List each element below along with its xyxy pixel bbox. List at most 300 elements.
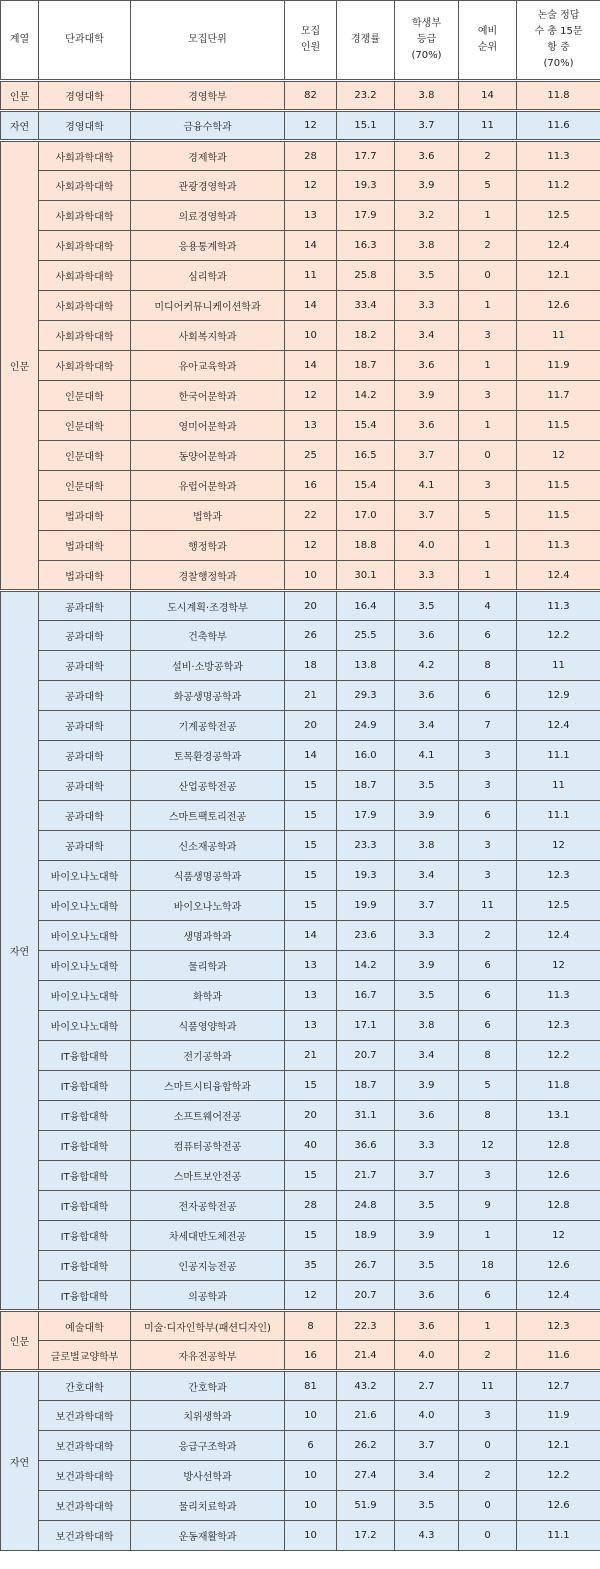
- reserve-cell: 0: [459, 1491, 517, 1521]
- essay-cell: 12.6: [517, 291, 600, 321]
- essay-cell: 12.2: [517, 1041, 600, 1071]
- quota-cell: 12: [285, 531, 337, 561]
- unit-cell: 전기공학과: [131, 1041, 285, 1071]
- unit-cell: 방사선학과: [131, 1461, 285, 1491]
- essay-cell: 12.2: [517, 621, 600, 651]
- college-cell: 경영대학: [39, 81, 131, 111]
- essay-cell: 11.3: [517, 591, 600, 621]
- rate-cell: 15.1: [337, 111, 395, 141]
- grade-cell: 3.6: [395, 141, 459, 171]
- header-track: 계열: [1, 1, 39, 81]
- rate-cell: 17.0: [337, 501, 395, 531]
- reserve-cell: 12: [459, 1131, 517, 1161]
- table-row: [1, 1281, 600, 1311]
- unit-cell: 동양어문학과: [131, 441, 285, 471]
- reserve-cell: 5: [459, 501, 517, 531]
- reserve-cell: 3: [459, 471, 517, 501]
- header-college: 단과대학: [39, 1, 131, 81]
- rate-cell: 27.4: [337, 1461, 395, 1491]
- essay-cell: 11.1: [517, 1521, 600, 1551]
- unit-cell: 토목환경공학과: [131, 741, 285, 771]
- table-row: [1, 1041, 600, 1071]
- essay-cell: 12.8: [517, 1191, 600, 1221]
- grade-cell: 4.0: [395, 531, 459, 561]
- table-row: [1, 1101, 600, 1131]
- reserve-cell: 0: [459, 1431, 517, 1461]
- unit-cell: 금융수학과: [131, 111, 285, 141]
- quota-cell: 10: [285, 1521, 337, 1551]
- grade-cell: 3.5: [395, 591, 459, 621]
- grade-cell: 3.7: [395, 441, 459, 471]
- quota-cell: 13: [285, 411, 337, 441]
- header-quota: 모집 인원: [285, 1, 337, 81]
- rate-cell: 22.3: [337, 1311, 395, 1341]
- grade-cell: 3.3: [395, 1131, 459, 1161]
- college-cell: 공과대학: [39, 831, 131, 861]
- rate-cell: 18.8: [337, 531, 395, 561]
- rate-cell: 18.7: [337, 771, 395, 801]
- unit-cell: 관광경영학과: [131, 171, 285, 201]
- quota-cell: 18: [285, 651, 337, 681]
- essay-cell: 11.1: [517, 801, 600, 831]
- unit-cell: 소프트웨어전공: [131, 1101, 285, 1131]
- reserve-cell: 3: [459, 1161, 517, 1191]
- quota-cell: 28: [285, 141, 337, 171]
- essay-cell: 11.5: [517, 411, 600, 441]
- rate-cell: 23.3: [337, 831, 395, 861]
- rate-cell: 51.9: [337, 1491, 395, 1521]
- header-grade: 학생부 등급 (70%): [395, 1, 459, 81]
- unit-cell: 인공지능전공: [131, 1251, 285, 1281]
- rate-cell: 31.1: [337, 1101, 395, 1131]
- grade-cell: 3.6: [395, 1101, 459, 1131]
- quota-cell: 10: [285, 561, 337, 591]
- reserve-cell: 6: [459, 1011, 517, 1041]
- quota-cell: 16: [285, 471, 337, 501]
- essay-cell: 11.9: [517, 1401, 600, 1431]
- rate-cell: 33.4: [337, 291, 395, 321]
- quota-cell: 15: [285, 891, 337, 921]
- quota-cell: 11: [285, 261, 337, 291]
- quota-cell: 12: [285, 381, 337, 411]
- college-cell: IT융합대학: [39, 1251, 131, 1281]
- quota-cell: 81: [285, 1371, 337, 1401]
- reserve-cell: 11: [459, 891, 517, 921]
- quota-cell: 15: [285, 861, 337, 891]
- college-cell: 법과대학: [39, 501, 131, 531]
- unit-cell: 유아교육학과: [131, 351, 285, 381]
- grade-cell: 3.3: [395, 291, 459, 321]
- college-cell: 사회과학대학: [39, 351, 131, 381]
- reserve-cell: 1: [459, 531, 517, 561]
- essay-cell: 11.3: [517, 531, 600, 561]
- grade-cell: 3.9: [395, 951, 459, 981]
- table-row: [1, 561, 600, 591]
- reserve-cell: 3: [459, 321, 517, 351]
- rate-cell: 17.9: [337, 801, 395, 831]
- college-cell: 보건과학대학: [39, 1491, 131, 1521]
- reserve-cell: 1: [459, 291, 517, 321]
- quota-cell: 26: [285, 621, 337, 651]
- quota-cell: 20: [285, 591, 337, 621]
- unit-cell: 차세대반도체전공: [131, 1221, 285, 1251]
- unit-cell: 스마트보안전공: [131, 1161, 285, 1191]
- essay-cell: 12.2: [517, 1461, 600, 1491]
- unit-cell: 식품생명공학과: [131, 861, 285, 891]
- college-cell: 사회과학대학: [39, 291, 131, 321]
- essay-cell: 12.4: [517, 561, 600, 591]
- grade-cell: 3.6: [395, 621, 459, 651]
- rate-cell: 17.9: [337, 201, 395, 231]
- table-row: [1, 1311, 600, 1341]
- unit-cell: 의공학과: [131, 1281, 285, 1311]
- grade-cell: 3.5: [395, 771, 459, 801]
- rate-cell: 19.3: [337, 861, 395, 891]
- rate-cell: 16.0: [337, 741, 395, 771]
- reserve-cell: 3: [459, 831, 517, 861]
- college-cell: IT융합대학: [39, 1101, 131, 1131]
- grade-cell: 3.6: [395, 1311, 459, 1341]
- college-cell: IT융합대학: [39, 1041, 131, 1071]
- essay-cell: 12: [517, 831, 600, 861]
- unit-cell: 미술·디자인학부(패션디자인): [131, 1311, 285, 1341]
- reserve-cell: 1: [459, 561, 517, 591]
- reserve-cell: 9: [459, 1191, 517, 1221]
- grade-cell: 3.5: [395, 981, 459, 1011]
- college-cell: 바이오나노대학: [39, 891, 131, 921]
- rate-cell: 17.2: [337, 1521, 395, 1551]
- quota-cell: 21: [285, 1041, 337, 1071]
- track-cell: 인문: [1, 81, 39, 111]
- grade-cell: 3.9: [395, 1071, 459, 1101]
- college-cell: IT융합대학: [39, 1281, 131, 1311]
- essay-cell: 11.3: [517, 141, 600, 171]
- track-cell: 자연: [1, 1371, 39, 1551]
- table-row: [1, 861, 600, 891]
- reserve-cell: 8: [459, 1101, 517, 1131]
- quota-cell: 82: [285, 81, 337, 111]
- unit-cell: 화공생명공학과: [131, 681, 285, 711]
- rate-cell: 14.2: [337, 381, 395, 411]
- track-cell: 자연: [1, 591, 39, 1311]
- grade-cell: 3.6: [395, 351, 459, 381]
- essay-cell: 11.2: [517, 171, 600, 201]
- table-row: [1, 1221, 600, 1251]
- essay-cell: 11.3: [517, 981, 600, 1011]
- grade-cell: 2.7: [395, 1371, 459, 1401]
- unit-cell: 유럽어문학과: [131, 471, 285, 501]
- track-cell: 자연: [1, 111, 39, 141]
- unit-cell: 기계공학전공: [131, 711, 285, 741]
- quota-cell: 13: [285, 981, 337, 1011]
- essay-cell: 11.5: [517, 471, 600, 501]
- grade-cell: 3.2: [395, 201, 459, 231]
- rate-cell: 25.5: [337, 621, 395, 651]
- table-row: [1, 171, 600, 201]
- unit-cell: 전자공학전공: [131, 1191, 285, 1221]
- rate-cell: 18.2: [337, 321, 395, 351]
- quota-cell: 15: [285, 1221, 337, 1251]
- rate-cell: 18.7: [337, 1071, 395, 1101]
- grade-cell: 3.6: [395, 1281, 459, 1311]
- college-cell: 인문대학: [39, 411, 131, 441]
- essay-cell: 11: [517, 771, 600, 801]
- quota-cell: 14: [285, 741, 337, 771]
- unit-cell: 영미어문학과: [131, 411, 285, 441]
- unit-cell: 경제학과: [131, 141, 285, 171]
- rate-cell: 21.7: [337, 1161, 395, 1191]
- grade-cell: 3.4: [395, 1041, 459, 1071]
- rate-cell: 19.3: [337, 171, 395, 201]
- grade-cell: 3.8: [395, 1011, 459, 1041]
- rate-cell: 21.4: [337, 1341, 395, 1371]
- reserve-cell: 3: [459, 381, 517, 411]
- unit-cell: 스마트시티융합학과: [131, 1071, 285, 1101]
- header-rate: 경쟁률: [337, 1, 395, 81]
- college-cell: 인문대학: [39, 441, 131, 471]
- grade-cell: 3.3: [395, 921, 459, 951]
- quota-cell: 25: [285, 441, 337, 471]
- reserve-cell: 8: [459, 651, 517, 681]
- college-cell: 사회과학대학: [39, 321, 131, 351]
- grade-cell: 3.9: [395, 801, 459, 831]
- unit-cell: 법학과: [131, 501, 285, 531]
- unit-cell: 심리학과: [131, 261, 285, 291]
- table-row: [1, 741, 600, 771]
- rate-cell: 25.8: [337, 261, 395, 291]
- table-row: [1, 891, 600, 921]
- grade-cell: 3.4: [395, 1461, 459, 1491]
- rate-cell: 16.4: [337, 591, 395, 621]
- rate-cell: 30.1: [337, 561, 395, 591]
- grade-cell: 3.7: [395, 1161, 459, 1191]
- essay-cell: 11.9: [517, 351, 600, 381]
- quota-cell: 15: [285, 1071, 337, 1101]
- quota-cell: 28: [285, 1191, 337, 1221]
- essay-cell: 12.4: [517, 231, 600, 261]
- essay-cell: 12.1: [517, 261, 600, 291]
- grade-cell: 3.6: [395, 411, 459, 441]
- table-body: [1, 81, 600, 1551]
- unit-cell: 컴퓨터공학전공: [131, 1131, 285, 1161]
- table-row: [1, 651, 600, 681]
- quota-cell: 22: [285, 501, 337, 531]
- unit-cell: 행정학과: [131, 531, 285, 561]
- grade-cell: 3.5: [395, 261, 459, 291]
- essay-cell: 11.8: [517, 1071, 600, 1101]
- essay-cell: 12.5: [517, 201, 600, 231]
- college-cell: 공과대학: [39, 801, 131, 831]
- quota-cell: 14: [285, 921, 337, 951]
- essay-cell: 12: [517, 441, 600, 471]
- grade-cell: 3.8: [395, 831, 459, 861]
- college-cell: 간호대학: [39, 1371, 131, 1401]
- college-cell: 경영대학: [39, 111, 131, 141]
- table-row: [1, 921, 600, 951]
- reserve-cell: 6: [459, 1281, 517, 1311]
- reserve-cell: 5: [459, 171, 517, 201]
- rate-cell: 20.7: [337, 1041, 395, 1071]
- college-cell: 법과대학: [39, 531, 131, 561]
- quota-cell: 40: [285, 1131, 337, 1161]
- essay-cell: 12: [517, 1221, 600, 1251]
- essay-cell: 11.8: [517, 81, 600, 111]
- reserve-cell: 1: [459, 201, 517, 231]
- table-row: [1, 441, 600, 471]
- grade-cell: 3.4: [395, 711, 459, 741]
- unit-cell: 경영학부: [131, 81, 285, 111]
- rate-cell: 17.1: [337, 1011, 395, 1041]
- reserve-cell: 3: [459, 861, 517, 891]
- grade-cell: 3.5: [395, 1191, 459, 1221]
- college-cell: IT융합대학: [39, 1071, 131, 1101]
- rate-cell: 21.6: [337, 1401, 395, 1431]
- essay-cell: 12.8: [517, 1131, 600, 1161]
- table-row: [1, 531, 600, 561]
- grade-cell: 3.5: [395, 1491, 459, 1521]
- unit-cell: 생명과학과: [131, 921, 285, 951]
- quota-cell: 6: [285, 1431, 337, 1461]
- reserve-cell: 3: [459, 1401, 517, 1431]
- grade-cell: 3.7: [395, 891, 459, 921]
- essay-cell: 11: [517, 651, 600, 681]
- college-cell: 사회과학대학: [39, 231, 131, 261]
- unit-cell: 스마트팩토리전공: [131, 801, 285, 831]
- table-row: [1, 1401, 600, 1431]
- essay-cell: 12.4: [517, 921, 600, 951]
- quota-cell: 10: [285, 1491, 337, 1521]
- reserve-cell: 4: [459, 591, 517, 621]
- unit-cell: 치위생학과: [131, 1401, 285, 1431]
- unit-cell: 물리치료학과: [131, 1491, 285, 1521]
- track-cell: 인문: [1, 141, 39, 591]
- quota-cell: 15: [285, 771, 337, 801]
- reserve-cell: 18: [459, 1251, 517, 1281]
- college-cell: 보건과학대학: [39, 1461, 131, 1491]
- essay-cell: 12.1: [517, 1431, 600, 1461]
- college-cell: 사회과학대학: [39, 261, 131, 291]
- essay-cell: 11.6: [517, 111, 600, 141]
- table-row: [1, 1071, 600, 1101]
- unit-cell: 사회복지학과: [131, 321, 285, 351]
- header-row: [1, 1, 600, 81]
- essay-cell: 12.3: [517, 861, 600, 891]
- quota-cell: 14: [285, 231, 337, 261]
- table-row: [1, 981, 600, 1011]
- grade-cell: 4.0: [395, 1401, 459, 1431]
- essay-cell: 12.4: [517, 711, 600, 741]
- reserve-cell: 11: [459, 111, 517, 141]
- grade-cell: 3.4: [395, 321, 459, 351]
- college-cell: IT융합대학: [39, 1131, 131, 1161]
- reserve-cell: 0: [459, 441, 517, 471]
- table-row: [1, 501, 600, 531]
- college-cell: 보건과학대학: [39, 1521, 131, 1551]
- college-cell: 예술대학: [39, 1311, 131, 1341]
- grade-cell: 3.6: [395, 681, 459, 711]
- table-row: [1, 261, 600, 291]
- table-row: [1, 1341, 600, 1371]
- table-row: [1, 621, 600, 651]
- quota-cell: 20: [285, 1101, 337, 1131]
- quota-cell: 10: [285, 321, 337, 351]
- grade-cell: 4.1: [395, 471, 459, 501]
- table-row: [1, 1491, 600, 1521]
- table-row: [1, 831, 600, 861]
- college-cell: 사회과학대학: [39, 201, 131, 231]
- college-cell: 사회과학대학: [39, 171, 131, 201]
- college-cell: 글로벌교양학부: [39, 1341, 131, 1371]
- grade-cell: 3.9: [395, 1221, 459, 1251]
- unit-cell: 간호학과: [131, 1371, 285, 1401]
- table-row: [1, 771, 600, 801]
- college-cell: 인문대학: [39, 381, 131, 411]
- rate-cell: 17.7: [337, 141, 395, 171]
- reserve-cell: 6: [459, 981, 517, 1011]
- table-row: [1, 1011, 600, 1041]
- table-row: [1, 201, 600, 231]
- table-row: [1, 81, 600, 111]
- rate-cell: 16.7: [337, 981, 395, 1011]
- unit-cell: 식품영양학과: [131, 1011, 285, 1041]
- table-row: [1, 351, 600, 381]
- reserve-cell: 8: [459, 1041, 517, 1071]
- rate-cell: 24.9: [337, 711, 395, 741]
- unit-cell: 의료경영학과: [131, 201, 285, 231]
- table-row: [1, 471, 600, 501]
- grade-cell: 3.7: [395, 1431, 459, 1461]
- college-cell: 바이오나노대학: [39, 1011, 131, 1041]
- table-row: [1, 711, 600, 741]
- college-cell: 공과대학: [39, 711, 131, 741]
- table-row: [1, 591, 600, 621]
- college-cell: 공과대학: [39, 621, 131, 651]
- reserve-cell: 1: [459, 1311, 517, 1341]
- college-cell: 공과대학: [39, 591, 131, 621]
- unit-cell: 화학과: [131, 981, 285, 1011]
- quota-cell: 13: [285, 1011, 337, 1041]
- quota-cell: 16: [285, 1341, 337, 1371]
- table-row: [1, 321, 600, 351]
- unit-cell: 응용통계학과: [131, 231, 285, 261]
- reserve-cell: 14: [459, 81, 517, 111]
- college-cell: 법과대학: [39, 561, 131, 591]
- essay-cell: 12.6: [517, 1251, 600, 1281]
- table-row: [1, 801, 600, 831]
- quota-cell: 13: [285, 201, 337, 231]
- reserve-cell: 6: [459, 801, 517, 831]
- reserve-cell: 2: [459, 231, 517, 261]
- rate-cell: 13.8: [337, 651, 395, 681]
- rate-cell: 14.2: [337, 951, 395, 981]
- quota-cell: 10: [285, 1401, 337, 1431]
- unit-cell: 자유전공학부: [131, 1341, 285, 1371]
- quota-cell: 15: [285, 1161, 337, 1191]
- unit-cell: 물리학과: [131, 951, 285, 981]
- table-row: [1, 381, 600, 411]
- rate-cell: 24.8: [337, 1191, 395, 1221]
- unit-cell: 건축학부: [131, 621, 285, 651]
- unit-cell: 설비·소방공학과: [131, 651, 285, 681]
- reserve-cell: 1: [459, 1221, 517, 1251]
- quota-cell: 15: [285, 831, 337, 861]
- essay-cell: 12.6: [517, 1161, 600, 1191]
- reserve-cell: 2: [459, 921, 517, 951]
- quota-cell: 12: [285, 1281, 337, 1311]
- reserve-cell: 2: [459, 1341, 517, 1371]
- reserve-cell: 7: [459, 711, 517, 741]
- quota-cell: 14: [285, 351, 337, 381]
